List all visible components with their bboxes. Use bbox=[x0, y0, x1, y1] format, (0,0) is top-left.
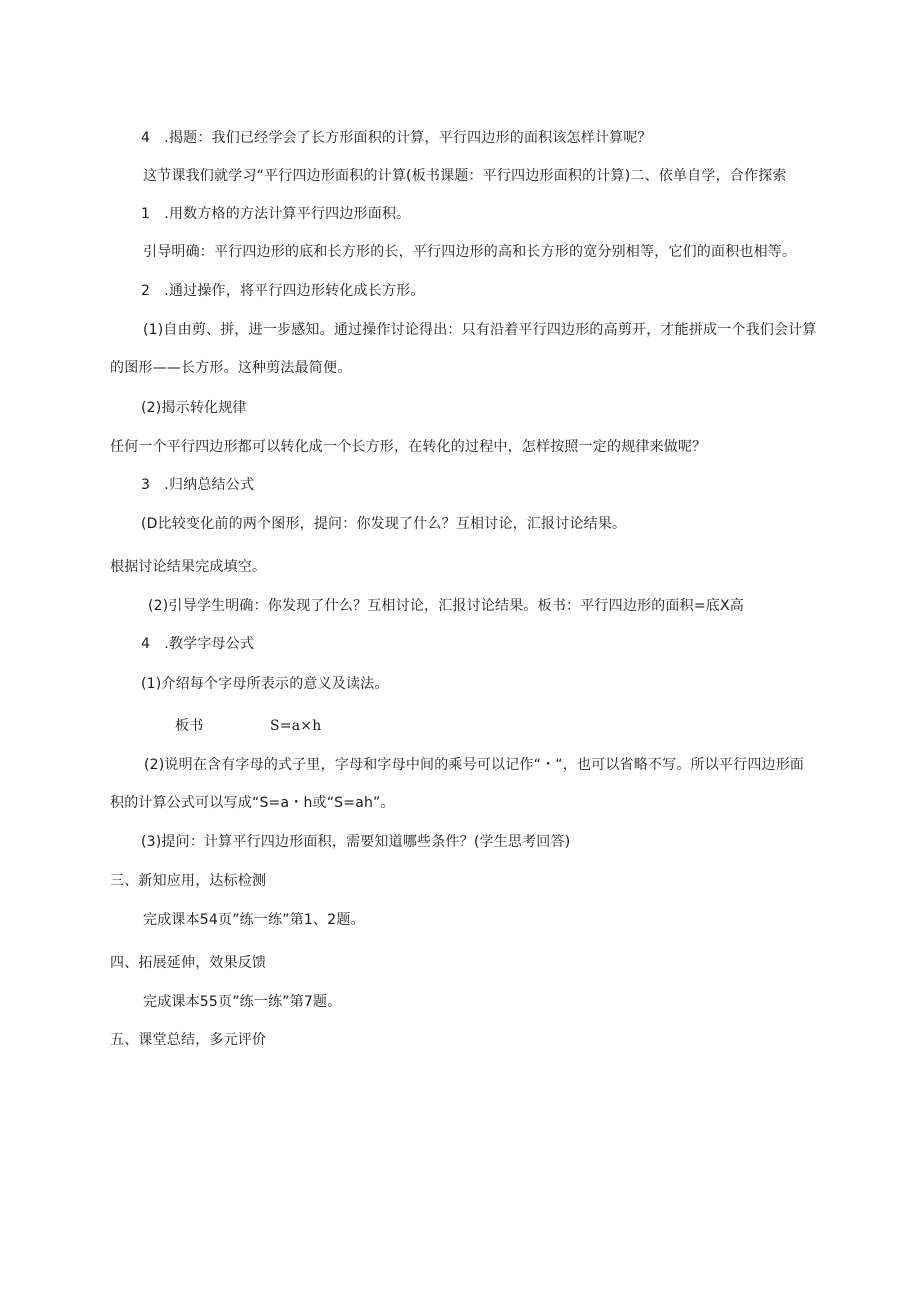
paragraph-exercise-55: 完成课本55页”练一练”第7题。 bbox=[143, 994, 342, 1010]
heading-step1: 1 .用数方格的方法计算平行四边形面积。 bbox=[141, 206, 411, 222]
paragraph-fill-blank: 根据讨论结果完成填空。 bbox=[110, 559, 267, 575]
paragraph-question-conditions: (3)提问：计算平行四边形面积，需要知道哪些条件？(学生思考回答) bbox=[141, 834, 571, 850]
paragraph-letter-meaning: (1)介绍每个字母所表示的意义及读法。 bbox=[141, 676, 389, 692]
paragraph-multiplication-sign: (2)说明在含有字母的式子里，字母和字母中间的乘号可以记作“・“，也可以省略不写。所以平行四边形面 bbox=[144, 757, 805, 773]
paragraph-cut-paste-cont: 的图形——长方形。这种剪法最简便。 bbox=[110, 360, 352, 376]
formula-s-equals-a-times-h: S=a×h bbox=[270, 718, 322, 734]
paragraph-formula-area: (2)引导学生明确：你发现了什么？互相讨论，汇报讨论结果。板书：平行四边形的面积=底X高 bbox=[148, 598, 744, 614]
paragraph-cut-paste: (1)自由剪、拼，进一步感知。通过操作讨论得出：只有沿着平行四边形的高剪开，才能拼成一个我们会计算 bbox=[143, 322, 817, 338]
section-heading-5: 五、课堂总结，多元评价 bbox=[110, 1032, 267, 1048]
section-heading-4: 四、拓展延伸，效果反馈 bbox=[110, 955, 267, 971]
label-board: 板书 bbox=[175, 718, 204, 734]
paragraph-intro-step4: 4 .揭题：我们已经学会了长方形面积的计算，平行四边形的面积该怎样计算呢？ bbox=[141, 130, 652, 146]
paragraph-exercise-54: 完成课本54页”练一练”第1、2题。 bbox=[143, 912, 365, 928]
section-heading-3: 三、新知应用，达标检测 bbox=[110, 873, 267, 889]
heading-transform-rule: (2)揭示转化规律 bbox=[141, 400, 247, 416]
paragraph-compare: (D比较变化前的两个图形，提问：你发现了什么？互相讨论，汇报讨论结果。 bbox=[141, 516, 627, 532]
heading-step2: 2 .通过操作，将平行四边形转化成长方形。 bbox=[141, 283, 425, 299]
paragraph-transform-question: 任何一个平行四边形都可以转化成一个长方形，在转化的过程中，怎样按照一定的规律来做呢？ bbox=[110, 439, 707, 455]
paragraph-multiplication-sign-cont: 积的计算公式可以写成“S=a・h或“S=ah”。 bbox=[110, 795, 395, 811]
paragraph-guide: 引导明确：平行四边形的底和长方形的长，平行四边形的高和长方形的宽分别相等，它们的面积也相等。 bbox=[143, 244, 797, 260]
heading-step3: 3 .归纳总结公式 bbox=[141, 477, 255, 493]
heading-step4: 4 .教学字母公式 bbox=[141, 636, 255, 652]
paragraph-lesson-topic: 这节课我们就学习“平行四边形面积的计算(板书课题：平行四边形面积的计算)二、依单自学，合作探索 bbox=[143, 168, 787, 184]
